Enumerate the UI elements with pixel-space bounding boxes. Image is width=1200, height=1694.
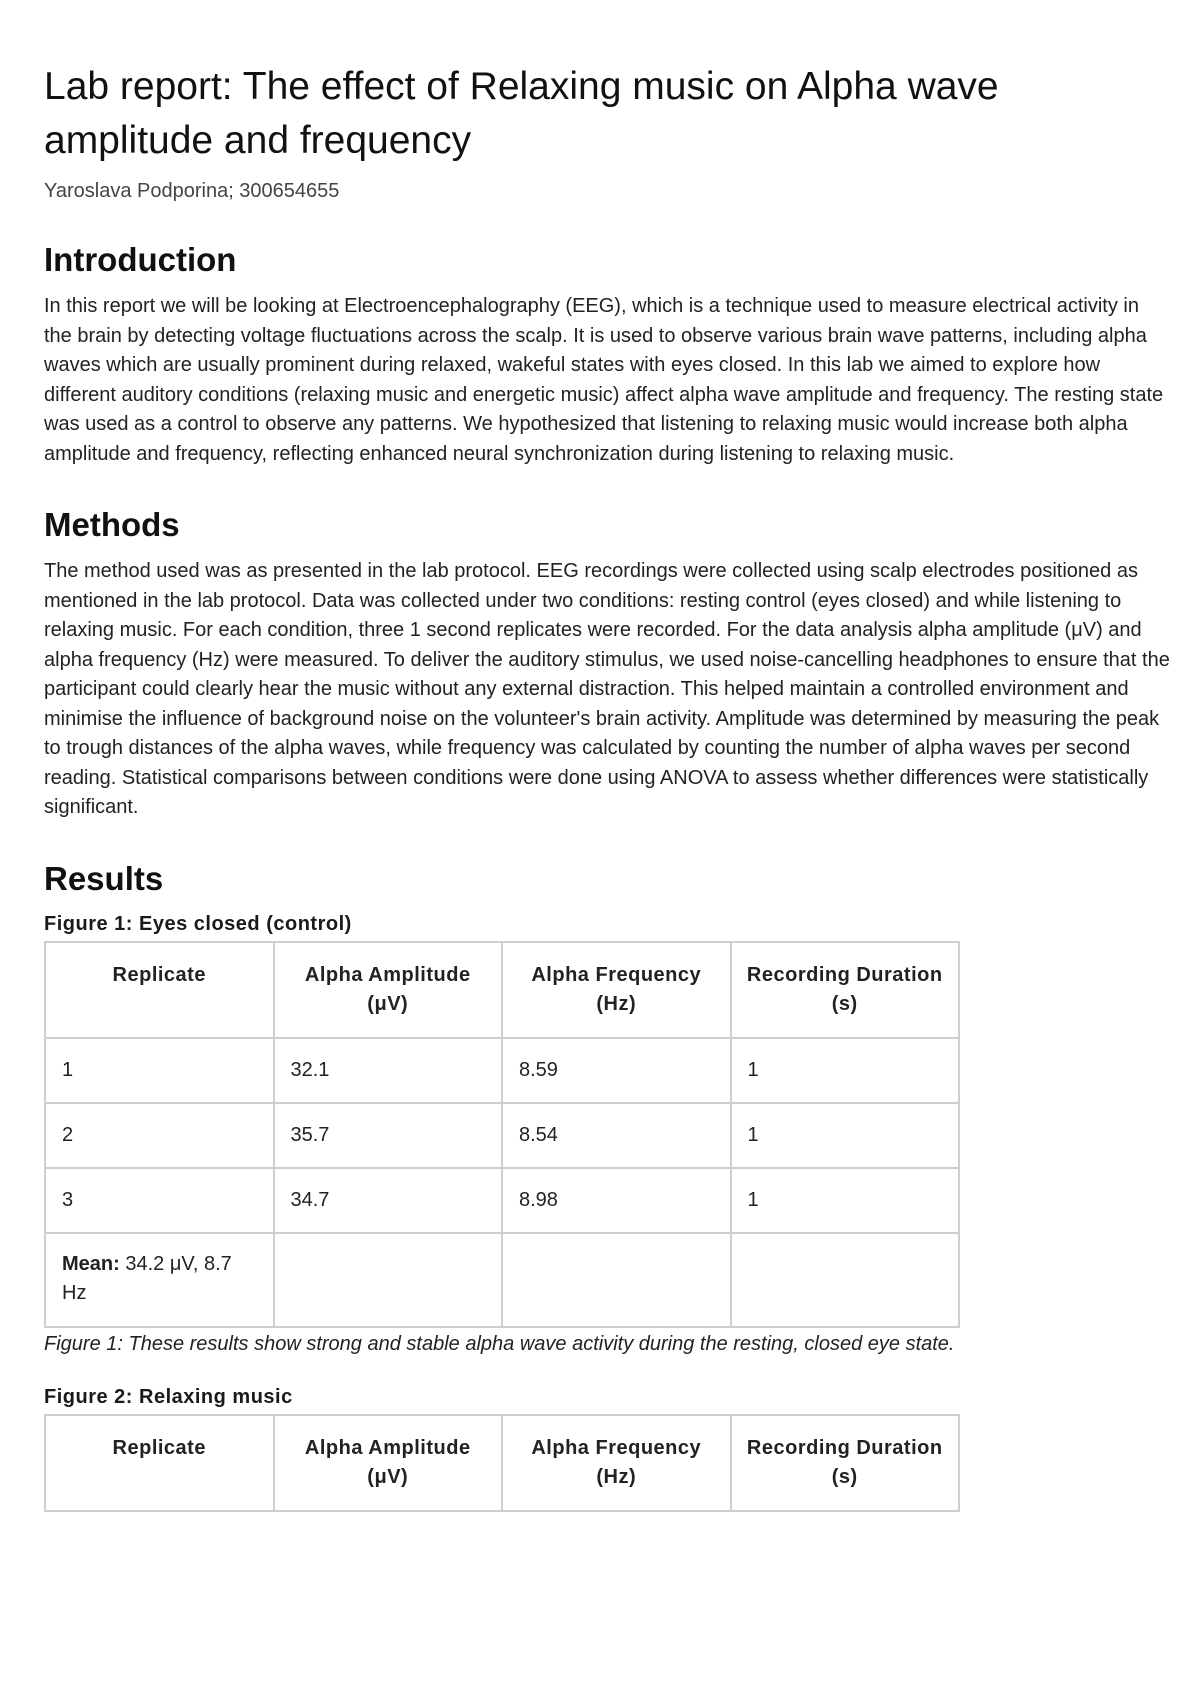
table-header-row [45, 942, 959, 1038]
figure-1-table [44, 941, 960, 1328]
mean-row [45, 1233, 959, 1327]
empty-cell [731, 1233, 960, 1327]
figure-2-title: Figure 2: Relaxing music [44, 1385, 293, 1408]
table-header-row [45, 1415, 959, 1511]
cell-duration: 1 [731, 1103, 960, 1168]
cell-amplitude: 34.7 [274, 1168, 503, 1233]
table-row [45, 1168, 959, 1233]
column-header-duration: Recording Duration (s) [731, 1415, 960, 1511]
cell-duration: 1 [731, 1038, 960, 1103]
column-header-replicate: Replicate [45, 1415, 274, 1511]
cell-frequency: 8.98 [502, 1168, 731, 1233]
cell-amplitude: 35.7 [274, 1103, 503, 1168]
methods-heading: Methods [44, 506, 180, 543]
column-header-amplitude: Alpha Amplitude (μV) [274, 942, 503, 1038]
column-header-frequency: Alpha Frequency (Hz) [502, 942, 731, 1038]
cell-duration: 1 [731, 1168, 960, 1233]
cell-replicate: 3 [45, 1168, 274, 1233]
empty-cell [502, 1233, 731, 1327]
empty-cell [274, 1233, 503, 1327]
methods-text: The method used was as presented in the lab protocol. EEG recordings were collected using scalp electrodes positioned as mentioned in the lab protocol. Data was collected under two conditions: resting control (eyes closed) and while listening to relaxing music. For each condition, three 1 second replicates were recorded. For the data analysis alpha amplitude (μV) and alpha frequency (Hz) were measured. To deliver the auditory stimulus, we used noise-cancelling headphones to ensure that the participant could clearly hear the music without any external distraction. This helped maintain a controlled environment and minimise the influence of background noise on the volunteer's brain activity. Amplitude was determined by measuring the peak to trough distances of the alpha waves, while frequency was calculated by counting the number of alpha waves per second reading. Statistical comparisons between conditions were done using ANOVA to assess whether differences were statistically significant. [44, 560, 1170, 818]
column-header-replicate: Replicate [45, 942, 274, 1038]
cell-replicate: 2 [45, 1103, 274, 1168]
cell-frequency: 8.54 [502, 1103, 731, 1168]
column-header-frequency: Alpha Frequency (Hz) [502, 1415, 731, 1511]
cell-replicate: 1 [45, 1038, 274, 1103]
introduction-text: In this report we will be looking at Electroencephalography (EEG), which is a technique used to measure electrical activity in the brain by detecting voltage fluctuations across the scalp. It is used to observe various brain wave patterns, including alpha waves which are usually prominent during relaxed, wakeful states with eyes closed. In this lab we aimed to explore how different auditory conditions (relaxing music and energetic music) affect alpha wave amplitude and frequency. The resting state was used as a control to observe any patterns. We hypothesized that listening to relaxing music would increase both alpha amplitude and frequency, reflecting enhanced neural synchronization during listening to relaxing music. [44, 295, 1164, 465]
author-line: Yaroslava Podporina; 300654655 [44, 180, 340, 202]
column-header-duration: Recording Duration (s) [731, 942, 960, 1038]
results-heading: Results [44, 859, 164, 897]
cell-frequency: 8.59 [502, 1038, 731, 1103]
mean-label: Mean: [62, 1252, 120, 1275]
introduction-heading: Introduction [44, 241, 237, 278]
table-row [45, 1038, 959, 1103]
mean-value: 34.2 μV, 8.7 Hz [62, 1252, 232, 1304]
cell-amplitude: 32.1 [274, 1038, 503, 1103]
report-title: Lab report: The effect of Relaxing music on Alpha wave amplitude and frequency [44, 65, 999, 162]
table-row [45, 1103, 959, 1168]
column-header-amplitude: Alpha Amplitude (μV) [274, 1415, 503, 1511]
mean-cell [45, 1233, 274, 1327]
figure-2-table [44, 1414, 960, 1512]
figure-1-title: Figure 1: Eyes closed (control) [44, 912, 352, 935]
figure-1-caption: Figure 1: These results show strong and stable alpha wave activity during the resting, closed eye state. [44, 1332, 955, 1355]
